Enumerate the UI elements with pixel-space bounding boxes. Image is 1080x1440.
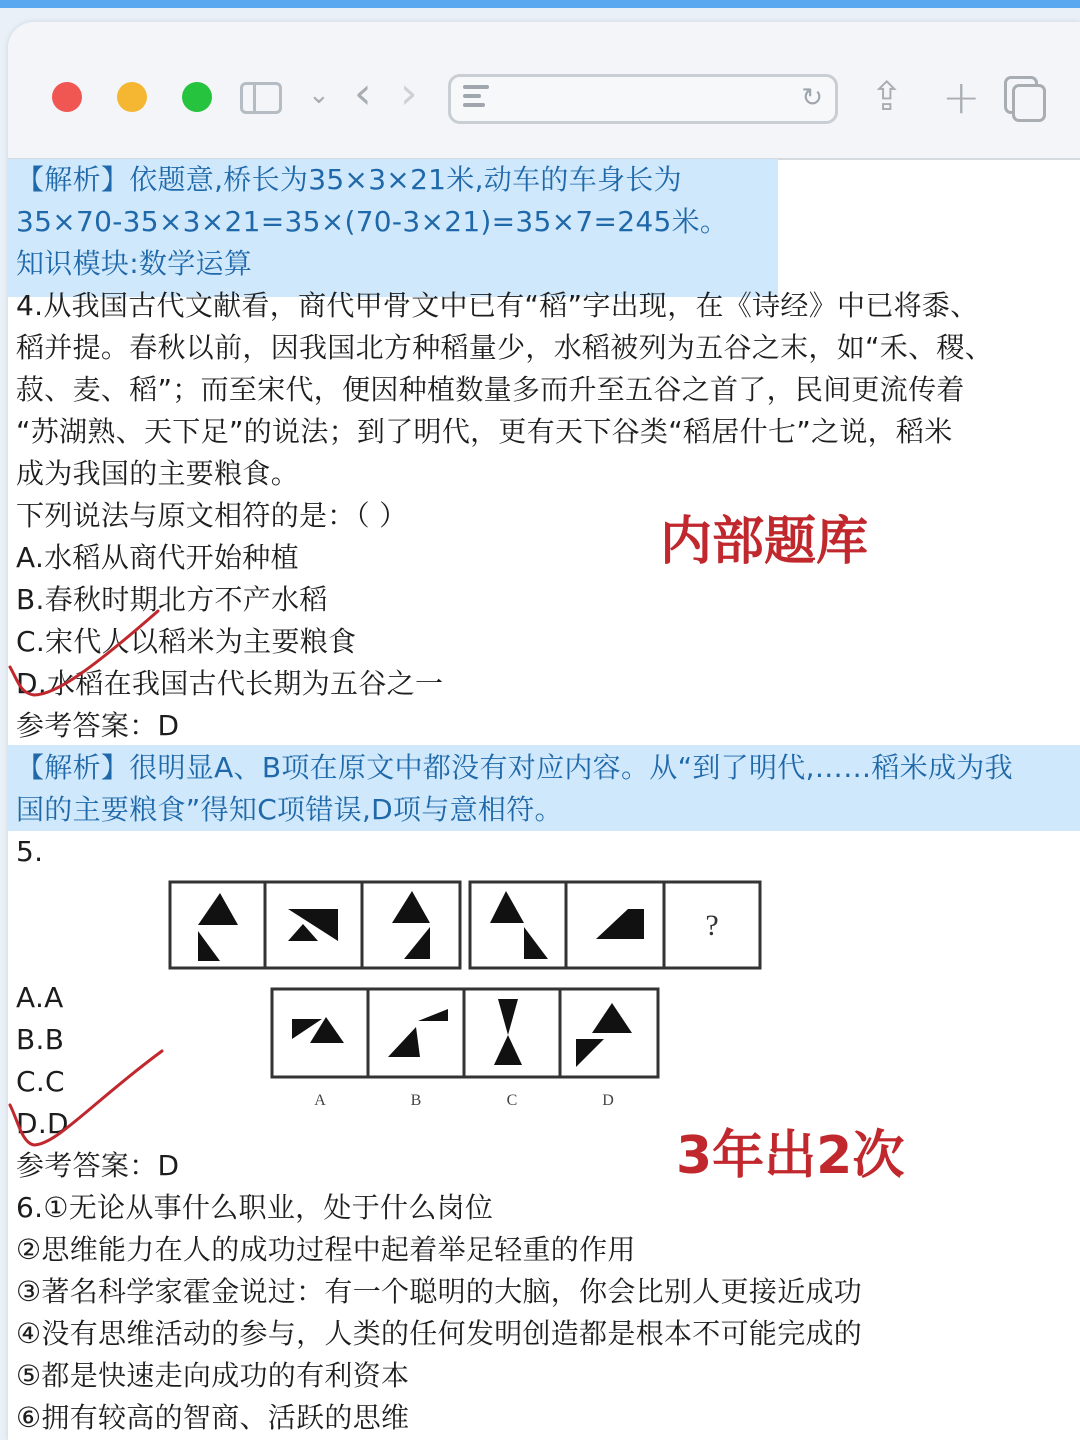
- figure-shape: [392, 891, 430, 923]
- sticker-frequency: 3年出2次: [676, 1113, 904, 1188]
- q4-option-c: C.宋代人以稻米为主要粮食: [16, 625, 357, 658]
- choice-c-shape: [494, 1035, 522, 1065]
- q5-option-b: B.B: [16, 1023, 65, 1056]
- q4-option-d: D.水稻在我国古代长期为五谷之一: [16, 667, 444, 700]
- q5-number: 5.: [16, 835, 44, 868]
- browser-window: [8, 22, 1080, 1440]
- figure-shape: [404, 927, 430, 959]
- q5-answer: 参考答案：D: [16, 1149, 180, 1182]
- choice-label-d: D: [602, 1092, 614, 1109]
- q4-stem-line: “苏湖熟、天下足”的说法；到了明代，更有天下谷类“稻居什七”之说，稻米: [16, 415, 953, 448]
- checkmark-icon: [8, 1047, 168, 1177]
- figure-shape: [524, 927, 548, 959]
- sidebar-icon[interactable]: [240, 82, 282, 114]
- q6-item: ⑥拥有较高的智商、活跃的思维: [16, 1401, 410, 1434]
- choice-label-b: B: [410, 1092, 422, 1109]
- figure-shape: [596, 909, 644, 939]
- choice-label-a: A: [314, 1092, 326, 1109]
- q6-item: ④没有思维活动的参与，人类的任何发明创造都是根本不可能完成的: [16, 1317, 863, 1350]
- q4-option-b: B.春秋时期北方不产水稻: [16, 583, 328, 616]
- choice-d-shape: [576, 1039, 604, 1067]
- close-window-button[interactable]: [52, 82, 82, 112]
- q6-item: ③著名科学家霍金说过：有一个聪明的大脑，你会比别人更接近成功: [16, 1275, 863, 1308]
- q5-choices-figure: [270, 987, 660, 1113]
- choice-c-shape: [498, 999, 518, 1035]
- figure-shape: [198, 931, 220, 961]
- q4-option-a: A.水稻从商代开始种植: [16, 541, 299, 574]
- q5-question-figure: [168, 879, 764, 971]
- q4-stem-line: 成为我国的主要粮食。: [16, 457, 300, 490]
- figure-shape: [288, 924, 318, 941]
- q5-option-d: D.D: [16, 1107, 69, 1140]
- knowledge-module: 知识模块:数学运算: [16, 247, 253, 280]
- plus-icon[interactable]: +: [942, 70, 981, 124]
- q4-stem-line: 4.从我国古代文献看，商代甲骨文中已有“稻”字出现，在《诗经》中已将黍、: [16, 289, 979, 322]
- figure-shape: [490, 891, 524, 923]
- address-bar[interactable]: [448, 74, 838, 124]
- q6-item: 6.①无论从事什么职业，处于什么岗位: [16, 1191, 494, 1224]
- maximize-window-button[interactable]: [182, 82, 212, 112]
- analysis3-line: 【解析】依题意,桥长为35×3×21米,动车的车身长为: [16, 163, 682, 196]
- browser-toolbar: [8, 22, 1080, 160]
- q4-analysis-line: 国的主要粮食”得知C项错误,D项与意相符。: [16, 793, 563, 826]
- tabs-icon[interactable]: [1004, 76, 1040, 116]
- share-icon[interactable]: ⇪: [870, 74, 904, 120]
- q4-stem-line: 稻并提。春秋以前，因我国北方种稻量少，水稻被列为五谷之末，如“禾、稷、: [16, 331, 994, 364]
- q5-option-a: A.A: [16, 981, 64, 1014]
- back-icon[interactable]: ‹: [354, 68, 372, 119]
- figure-unknown: ?: [705, 909, 719, 942]
- q6-item: ②思维能力在人的成功过程中起着举足轻重的作用: [16, 1233, 636, 1266]
- q5-option-c: C.C: [16, 1065, 65, 1098]
- q4-analysis-line: 【解析】很明显A、B项在原文中都没有对应内容。从“到了明代,……稻米成为我: [16, 751, 1013, 784]
- page-content: [8, 159, 1080, 1440]
- choice-b-shape: [418, 1009, 448, 1021]
- forward-icon[interactable]: ›: [400, 68, 418, 119]
- q4-answer: 参考答案：D: [16, 709, 180, 742]
- choice-label-c: C: [506, 1092, 518, 1109]
- choice-b-shape: [388, 1027, 420, 1057]
- checkmark-icon: [8, 609, 168, 729]
- sticker-internal-bank: 内部题库: [660, 499, 868, 574]
- choice-d-shape: [592, 1003, 632, 1033]
- figure-shape: [198, 893, 238, 925]
- reload-icon[interactable]: ↻: [801, 83, 823, 113]
- page-icon: [463, 85, 489, 111]
- chevron-down-icon[interactable]: ⌄: [308, 80, 330, 110]
- q4-prompt: 下列说法与原文相符的是：（ ）: [16, 499, 408, 532]
- minimize-window-button[interactable]: [117, 82, 147, 112]
- q4-stem-line: 菽、麦、稻”；而至宋代，便因种植数量多而升至五谷之首了，民间更流传着: [16, 373, 965, 406]
- window-frame-top: [0, 0, 1080, 8]
- analysis3-line: 35×70-35×3×21=35×(70-3×21)=35×7=245米。: [16, 205, 729, 238]
- q6-item: ⑤都是快速走向成功的有利资本: [16, 1359, 410, 1392]
